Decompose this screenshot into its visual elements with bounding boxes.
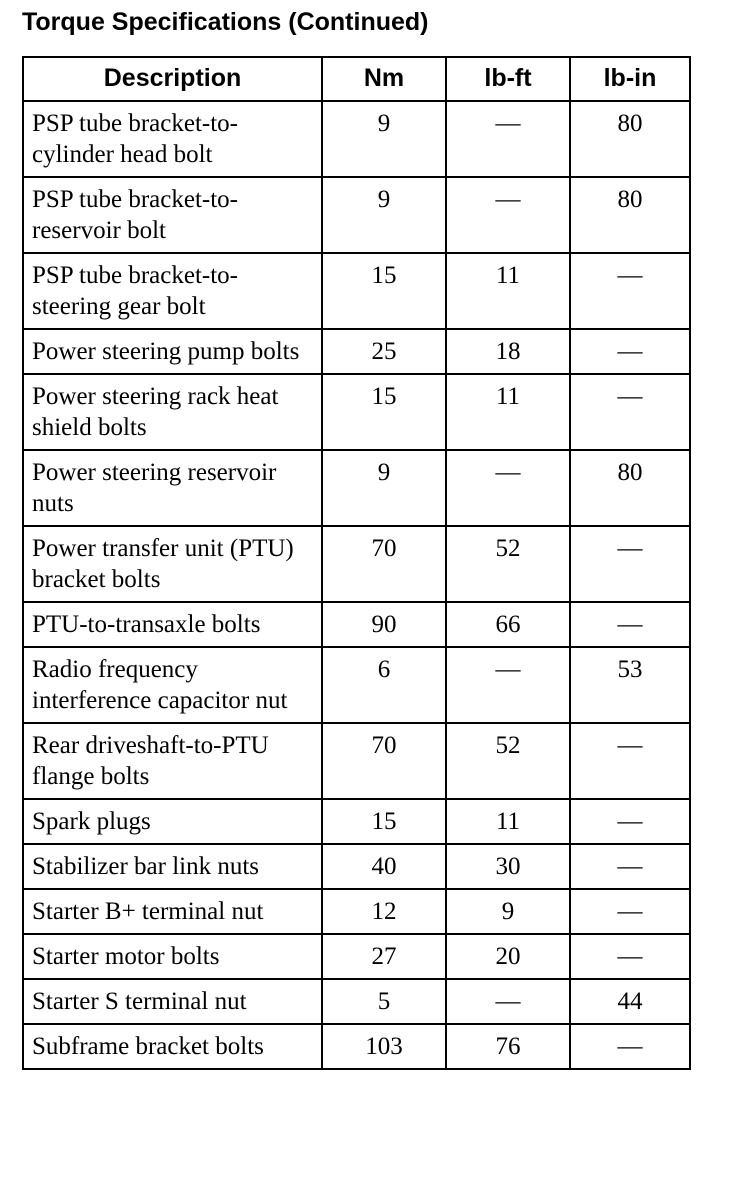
lbft-cell: 76 [446, 1024, 570, 1069]
table-row [23, 177, 690, 253]
lbft-cell: 52 [446, 723, 570, 799]
table-row [23, 602, 690, 647]
table-row [23, 723, 690, 799]
table-row [23, 889, 690, 934]
lbft-cell: 11 [446, 374, 570, 450]
column-header-description: Description [23, 57, 322, 101]
description-cell: Starter S terminal nut [23, 979, 322, 1024]
table-row [23, 374, 690, 450]
lbft-cell: 20 [446, 934, 570, 979]
lbft-cell: 11 [446, 253, 570, 329]
column-header-lbft: lb-ft [446, 57, 570, 101]
lbin-cell: — [570, 889, 690, 934]
column-header-lbin: lb-in [570, 57, 690, 101]
description-cell: Power steering pump bolts [23, 329, 322, 374]
nm-cell: 15 [322, 374, 446, 450]
nm-cell: 15 [322, 799, 446, 844]
description-cell: Power steering reservoir nuts [23, 450, 322, 526]
lbin-cell: — [570, 526, 690, 602]
lbft-cell: 9 [446, 889, 570, 934]
lbin-cell: — [570, 1024, 690, 1069]
lbft-cell: 66 [446, 602, 570, 647]
nm-cell: 27 [322, 934, 446, 979]
description-cell: Starter motor bolts [23, 934, 322, 979]
lbin-cell: — [570, 723, 690, 799]
description-cell: PSP tube bracket-to-reservoir bolt [23, 177, 322, 253]
description-cell: PSP tube bracket-to-cylinder head bolt [23, 101, 322, 177]
description-cell: PSP tube bracket-to-steering gear bolt [23, 253, 322, 329]
lbin-cell: — [570, 329, 690, 374]
table-row [23, 799, 690, 844]
description-cell: PTU-to-transaxle bolts [23, 602, 322, 647]
nm-cell: 9 [322, 177, 446, 253]
description-cell: Starter B+ terminal nut [23, 889, 322, 934]
description-cell: Subframe bracket bolts [23, 1024, 322, 1069]
description-cell: Rear driveshaft-to-PTU flange bolts [23, 723, 322, 799]
table-row [23, 526, 690, 602]
lbft-cell: — [446, 647, 570, 723]
nm-cell: 40 [322, 844, 446, 889]
lbft-cell: 18 [446, 329, 570, 374]
lbin-cell: — [570, 374, 690, 450]
lbft-cell: 11 [446, 799, 570, 844]
description-cell: Stabilizer bar link nuts [23, 844, 322, 889]
nm-cell: 103 [322, 1024, 446, 1069]
lbin-cell: 44 [570, 979, 690, 1024]
description-cell: Power steering rack heat shield bolts [23, 374, 322, 450]
lbft-cell: — [446, 979, 570, 1024]
description-cell: Spark plugs [23, 799, 322, 844]
lbft-cell: — [446, 101, 570, 177]
lbin-cell: 80 [570, 177, 690, 253]
nm-cell: 5 [322, 979, 446, 1024]
table-row [23, 253, 690, 329]
nm-cell: 9 [322, 450, 446, 526]
table-row [23, 450, 690, 526]
table-row [23, 1024, 690, 1069]
table-row [23, 647, 690, 723]
lbft-cell: — [446, 450, 570, 526]
table-row [23, 934, 690, 979]
nm-cell: 70 [322, 723, 446, 799]
table-row [23, 329, 690, 374]
lbft-cell: — [446, 177, 570, 253]
table-row [23, 101, 690, 177]
torque-spec-table [22, 56, 691, 1070]
lbin-cell: 53 [570, 647, 690, 723]
lbin-cell: — [570, 799, 690, 844]
lbin-cell: 80 [570, 101, 690, 177]
lbin-cell: — [570, 934, 690, 979]
table-body [23, 101, 690, 1069]
nm-cell: 25 [322, 329, 446, 374]
lbin-cell: 80 [570, 450, 690, 526]
nm-cell: 9 [322, 101, 446, 177]
lbin-cell: — [570, 253, 690, 329]
table-header-row [23, 57, 690, 101]
nm-cell: 15 [322, 253, 446, 329]
nm-cell: 12 [322, 889, 446, 934]
page-title: Torque Specifications (Continued) [22, 8, 429, 36]
nm-cell: 70 [322, 526, 446, 602]
table-row [23, 979, 690, 1024]
description-cell: Radio frequency interference capacitor nut [23, 647, 322, 723]
description-cell: Power transfer unit (PTU) bracket bolts [23, 526, 322, 602]
lbft-cell: 30 [446, 844, 570, 889]
lbin-cell: — [570, 602, 690, 647]
lbft-cell: 52 [446, 526, 570, 602]
lbin-cell: — [570, 844, 690, 889]
nm-cell: 90 [322, 602, 446, 647]
nm-cell: 6 [322, 647, 446, 723]
table-row [23, 844, 690, 889]
column-header-nm: Nm [322, 57, 446, 101]
